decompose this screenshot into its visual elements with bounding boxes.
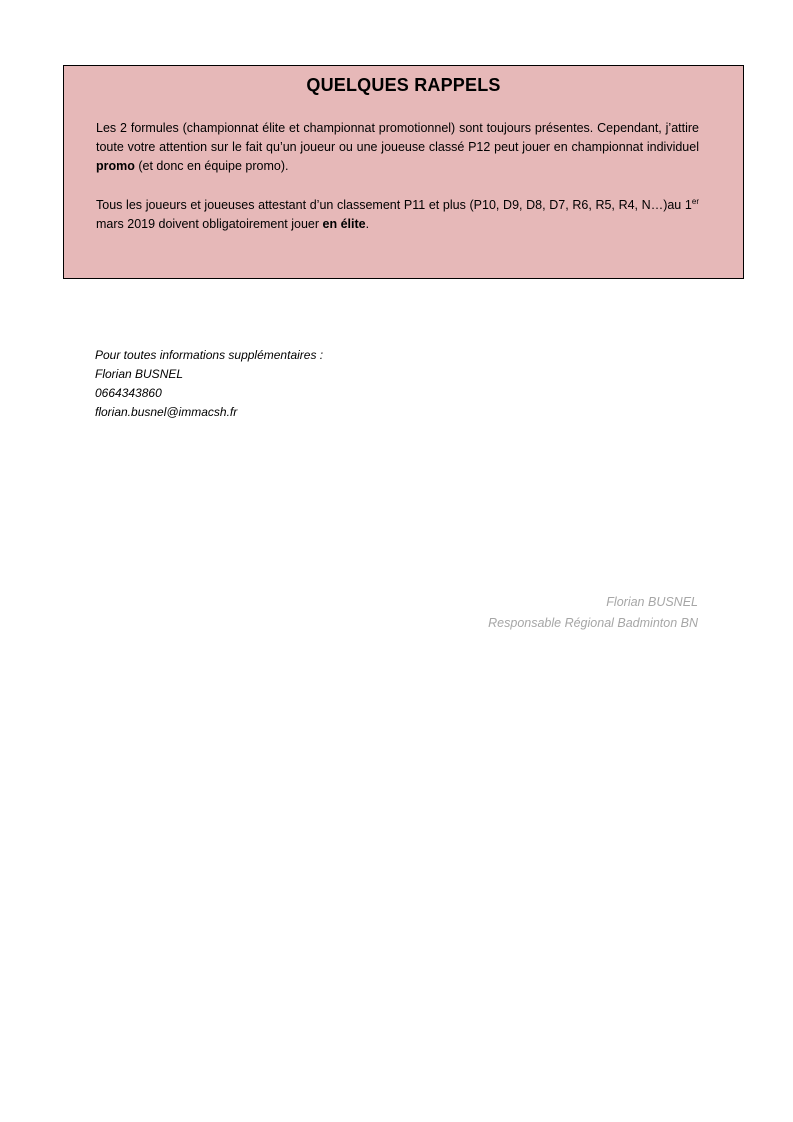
para1-text-start: Les 2 formules (championnat élite et championnat promotionnel) sont toujours présentes. Cependant, j’attire toute votre attention sur le fait qu’un joueur ou une joueuse classé P12 peut jouer en championnat individuel	[96, 121, 699, 154]
para2-bold-elite: en élite	[322, 217, 366, 231]
para1-bold-promo: promo	[96, 159, 135, 173]
para1-text-end: (et donc en équipe promo).	[134, 159, 289, 173]
contact-block	[95, 346, 323, 422]
rappels-box	[63, 65, 744, 279]
rappels-paragraph-classement	[96, 196, 699, 234]
contact-phone: 0664343860	[95, 386, 162, 400]
contact-intro: Pour toutes informations supplémentaires :	[95, 348, 324, 362]
signature-block	[488, 592, 698, 634]
para2-text-start: Tous les joueurs et joueuses attestant d’un classement P11 et plus (P10, D9, D8, D7, R6, R5, R4, N…)au 1	[96, 198, 692, 212]
contact-email: florian.busnel@immacsh.fr	[95, 405, 238, 419]
para2-text-end: .	[365, 217, 370, 231]
signature-name: Florian BUSNEL	[606, 595, 698, 609]
rappels-paragraph-formules	[96, 119, 699, 176]
signature-role: Responsable Régional Badminton BN	[488, 616, 698, 630]
para2-text-middle: mars 2019 doivent obligatoirement jouer	[96, 217, 323, 231]
contact-name: Florian BUSNEL	[95, 367, 184, 381]
rappels-title: QUELQUES RAPPELS	[306, 75, 501, 95]
para2-superscript: er	[691, 196, 699, 206]
